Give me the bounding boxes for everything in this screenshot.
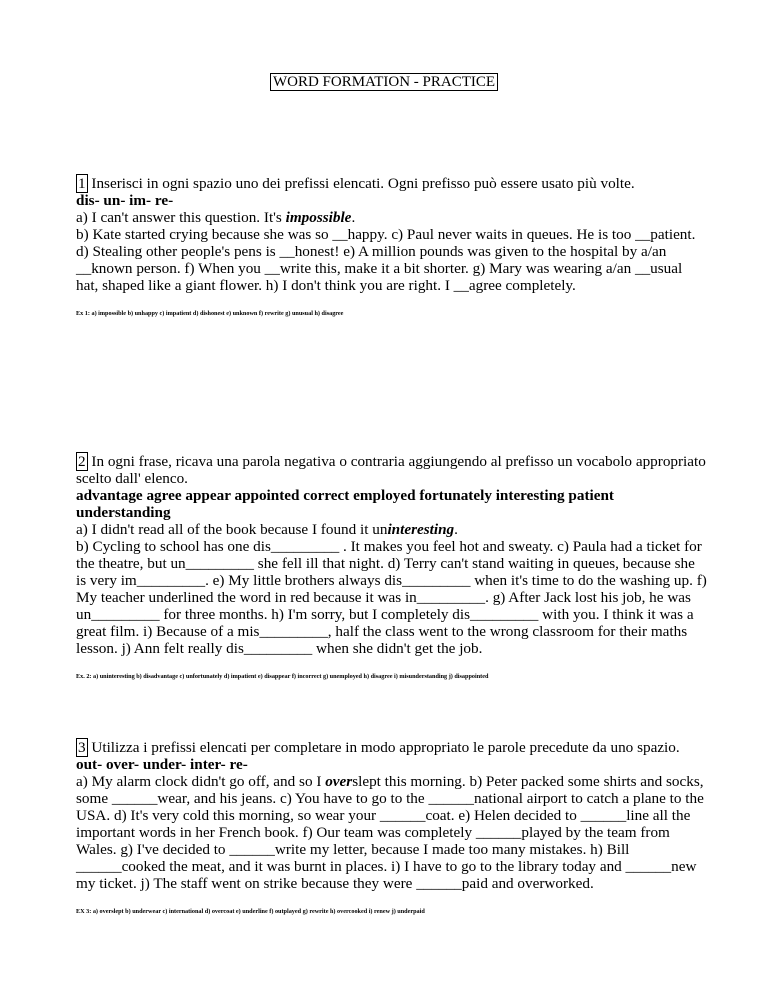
exercise-example: a) I didn't read all of the book because I found it uninteresting. [76, 521, 458, 538]
prefix-list: dis- un- im- re- [76, 192, 174, 209]
exercise-body: b) Kate started crying because she was so __happy. c) Paul never waits in queues. He is too __patient. d) Stealing other people's pens is __honest! e) A million pounds was given to the hospital by a/an __known person. f) When you __write this, make it a bit shorter. g) Mary was wearing a/an __usual hat, shaped like a giant flower. h) I don't think you are right. I __agree completely. [76, 226, 696, 294]
exercise-2 [76, 453, 708, 681]
exercise-body: a) My alarm clock didn't go off, and so I overslept this morning. b) Peter packed some shirts and socks, some ______wear, and his jeans. c) You have to go to the ______national airport to catch a plane to the USA. d) It's very cold this morning, so wear your ______coat. e) Helen decided to ______line all the important words in her French book. f) Our team was completely ______played by the team from Wales. g) I've decided to ______write my letter, because I made too many mistakes. h) Bill ______cooked the meat, and it was burnt in places. i) I have to go to the library today and ______new my ticket. j) The staff went on strike because they were ______paid and overworked. [76, 773, 704, 892]
exercise-body: b) Cycling to school has one dis_________ . It makes you feel hot and sweaty. c) Paula had a ticket for the theatre, but un_________ she fell ill that night. d) Terry can't stand waiting in queues, because she is very im_________. e) My little brothers always dis_________ when it's time to do the washing up. f) My teacher underlined the word in red because it was in_________. g) After Jack lost his job, he was un_________ for three months. h) I'm sorry, but I completely dis_________ with you. I think it was a great film. i) Because of a mis_________, half the class went to the wrong classroom for their maths lesson. j) Ann felt really dis_________ when she didn't get the job. [76, 538, 707, 657]
exercise-example: a) I can't answer this question. It's impossible. [76, 209, 356, 226]
exercise-number: 3 [78, 739, 86, 756]
title-text: WORD FORMATION - PRACTICE [270, 73, 498, 91]
page-title [0, 74, 768, 91]
exercise-1 [76, 175, 708, 318]
prefix-list: out- over- under- inter- re- [76, 756, 248, 773]
word-list: advantage agree appear appointed correct employed fortunately interesting patient understanding [76, 487, 614, 521]
exercise-number: 1 [78, 175, 86, 192]
answer-key: Ex 1: a) impossible b) unhappy c) impatient d) dishonest e) unknown f) rewrite g) unusual h) disagree [76, 310, 344, 317]
exercise-number: 2 [78, 453, 86, 470]
exercise-instruction: 3 Utilizza i prefissi elencati per completare in modo appropriato le parole precedute da uno spazio. [78, 739, 680, 756]
exercise-3 [76, 739, 708, 916]
answer-key: EX 3: a) overslept b) underwear c) international d) overcoat e) underline f) outplayed g) rewrite h) overcooked i) renew j) underpaid [76, 908, 425, 915]
answer-key: Ex. 2: a) uninteresting b) disadvantage c) unfortunately d) impatient e) disappear f) incorrect g) unemployed h) disagree i) misunderstanding j) disappointed [76, 673, 489, 680]
exercise-instruction: 1 Inserisci in ogni spazio uno dei prefissi elencati. Ogni prefisso può essere usato più volte. [78, 175, 635, 192]
exercise-instruction: 2 In ogni frase, ricava una parola negativa o contraria aggiungendo al prefisso un vocabolo appropriato scelto dall' elenco. [76, 453, 706, 487]
